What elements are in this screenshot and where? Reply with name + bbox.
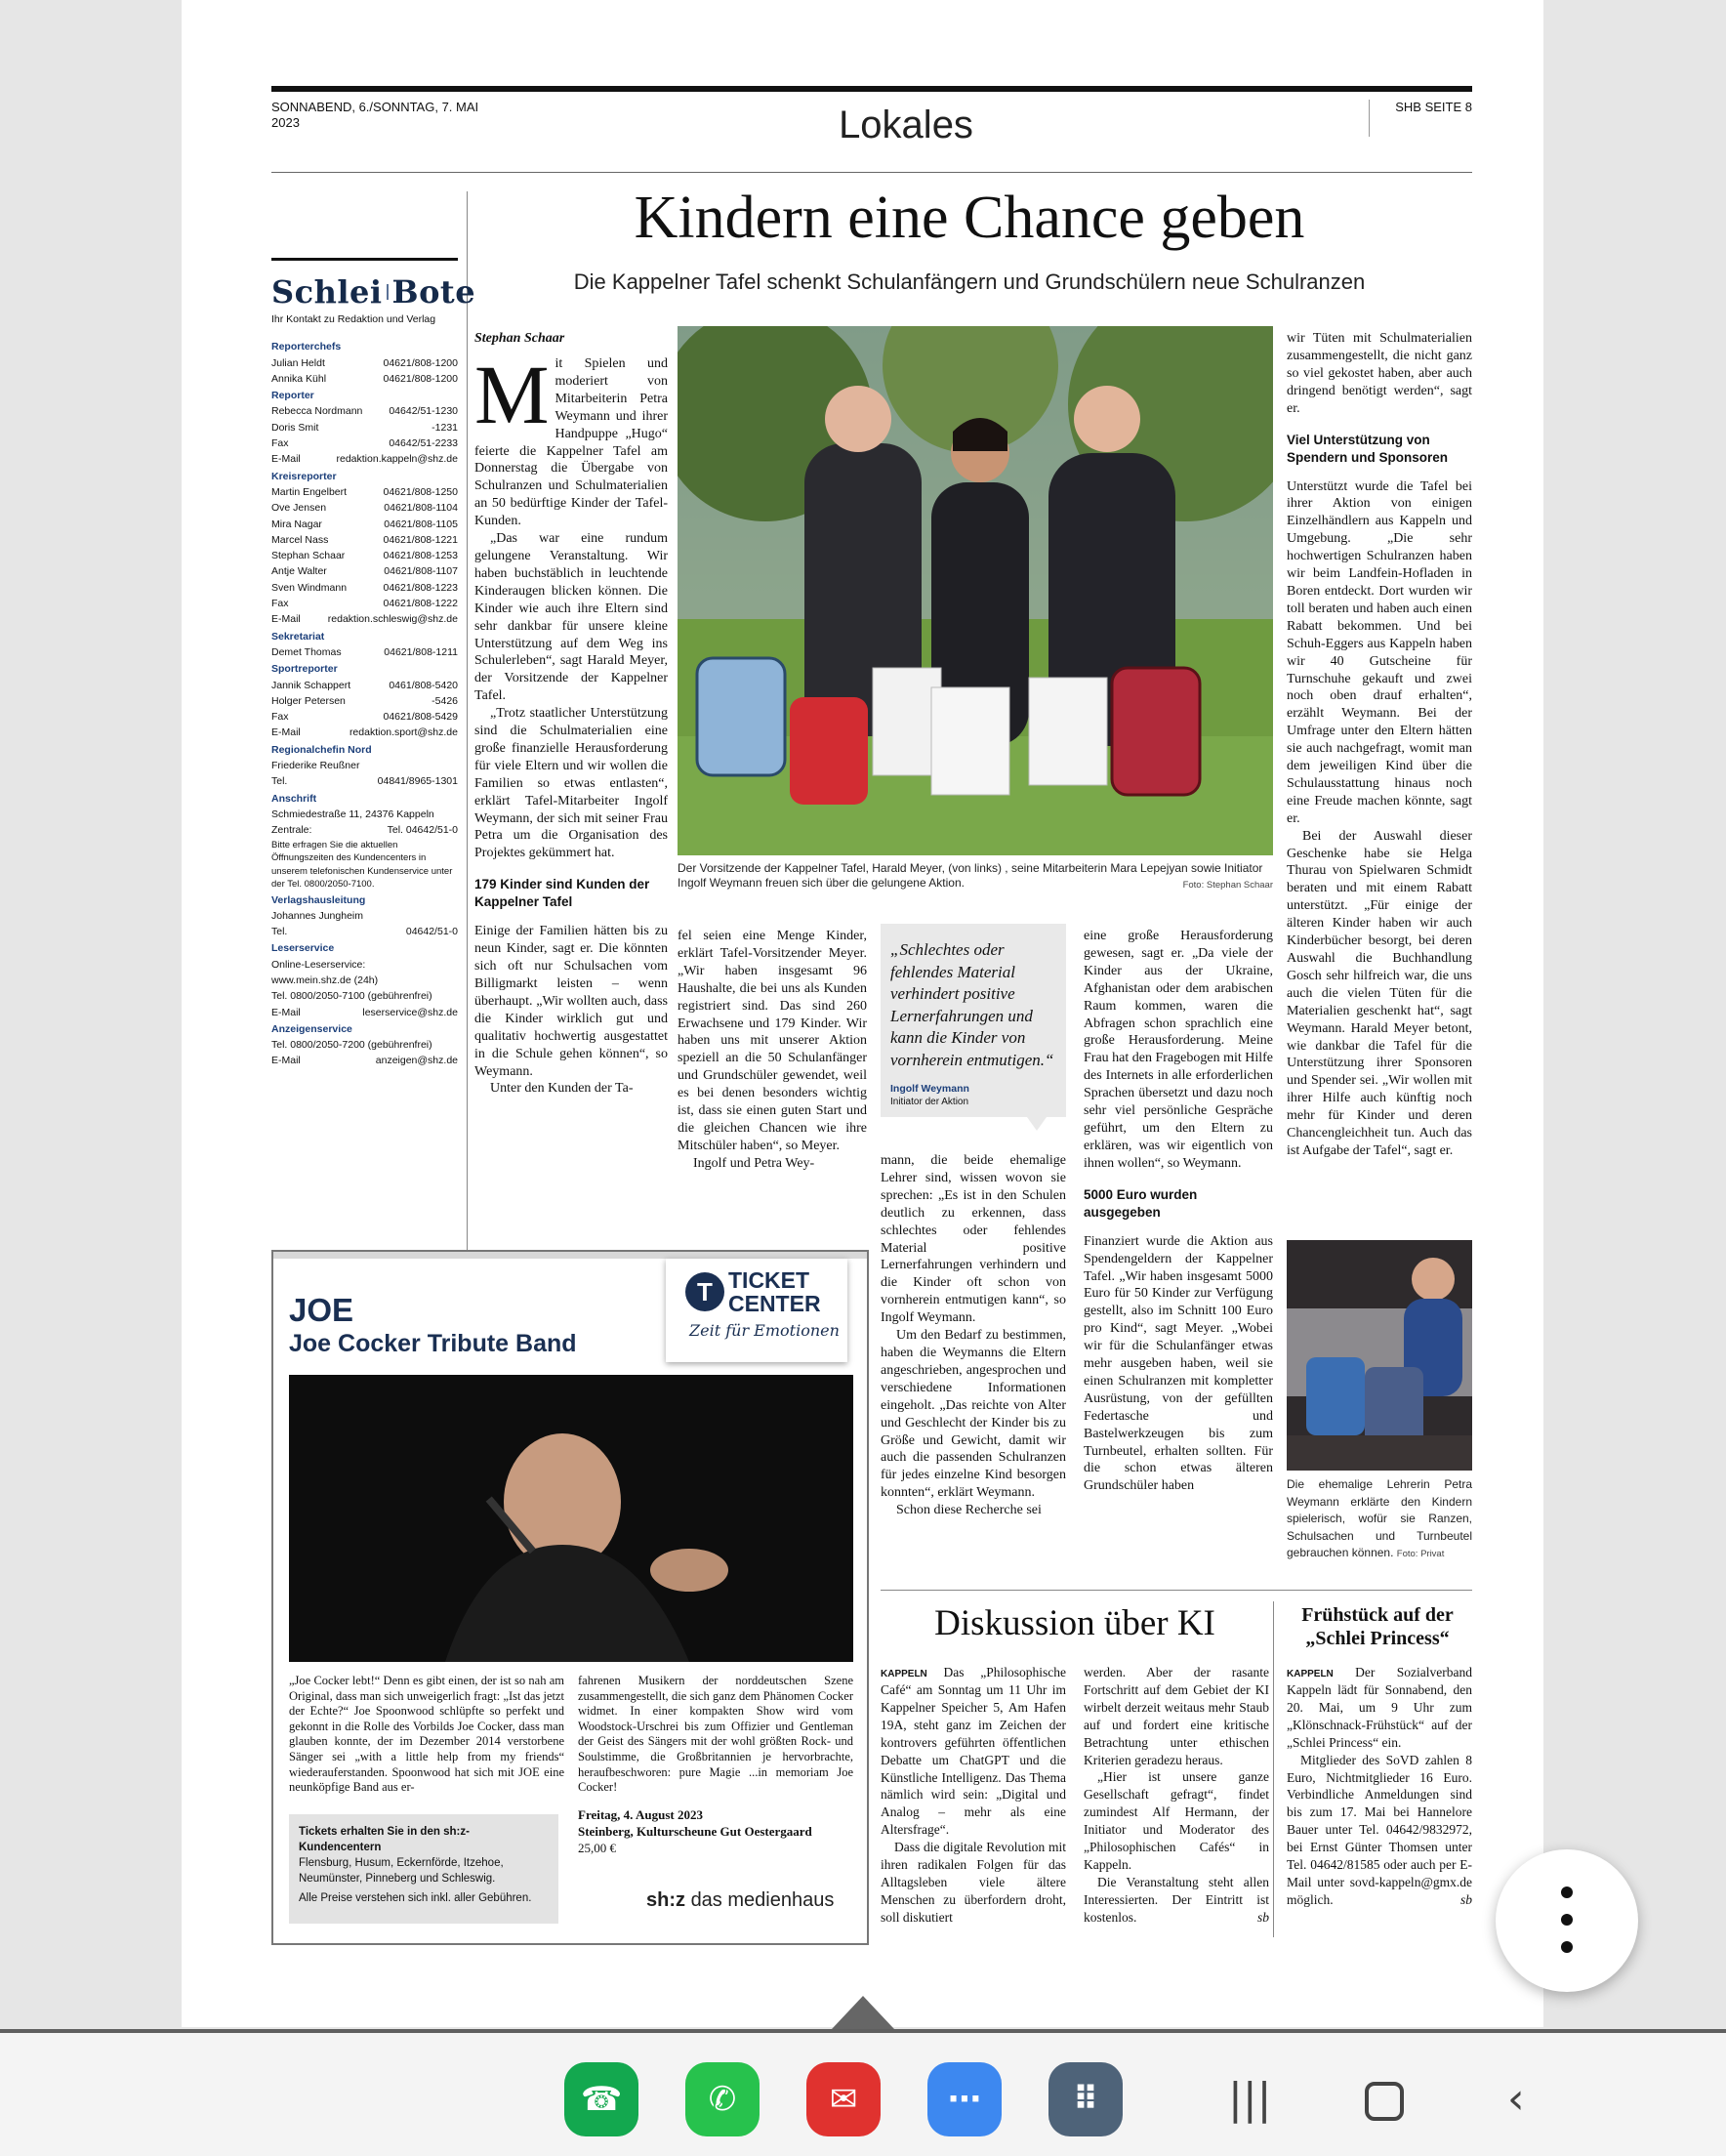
contact-label: Zentrale:	[271, 824, 312, 837]
contact-value: 04841/8965-1301	[377, 775, 458, 788]
contact-row	[271, 451, 458, 467]
article-subhead: Die Kappelner Tafel schenkt Schulanfängern und Grundschülern neue Schulranzen	[573, 270, 1366, 294]
contact-label: Fax	[271, 598, 289, 610]
page-content	[271, 86, 1472, 1961]
contact-label: Martin Engelbert	[271, 485, 348, 498]
article-column-1	[474, 330, 668, 1098]
sidebar-section-title: Kreisreporter	[271, 470, 337, 482]
dot-icon	[1561, 1914, 1573, 1926]
sidebar-section-title: Verlagshausleitung	[271, 893, 366, 906]
whatsapp-app-icon[interactable]: ✆	[685, 2062, 760, 2136]
tc-line2: CENTER	[728, 1291, 821, 1316]
quote-name: Ingolf Weymann	[890, 1083, 969, 1095]
sidebar-divider	[467, 191, 468, 1250]
contact-label: Jannik Schappert	[271, 679, 351, 691]
contact-row	[271, 532, 458, 548]
contact-label: E-Mail	[271, 453, 301, 466]
contact-value: 04621/808-1211	[384, 645, 458, 658]
shz-brand	[646, 1888, 834, 1912]
contact-value: leserservice@shz.de	[362, 1006, 458, 1018]
bottom-divider	[881, 1590, 1472, 1591]
photo-illustration	[289, 1375, 853, 1662]
contact-value: 04621/808-1200	[383, 356, 458, 369]
contact-label: Tel. 0800/2050-7200 (gebührenfrei)	[271, 1039, 432, 1052]
ki-column-2	[1084, 1664, 1269, 1927]
messages-app-icon[interactable]: ⋯	[927, 2062, 1002, 2136]
event-place: Steinberg, Kulturscheune Gut Oestergaard	[578, 1824, 812, 1839]
contact-label: Sven Windmann	[271, 581, 348, 594]
ad-text-right: fahrenen Musikern der norddeutschen Szene zusammengestellt, die sich ganz dem Phänomen Cocker widmet. In einer kompakten Show wird vom Woodstock-Urschrei bis zum Offizier und Gentleman der Geist des Sängers mit der wohl größten Rock- und Soulstimme, die Großbritannien je hervorbrachte, heraufbeschworen: pure Magie ...in memoriam Joe Cocker!	[578, 1674, 853, 1795]
fruehstueck-text: Der Sozialverband Kappeln lädt für Sonnabend, den 20. Mai, um 9 Uhr zum „Klönschnack-Frühstück“ auf der „Schlei Princess“ ein.	[1287, 1665, 1472, 1750]
sidebar-section-title: Sportreporter	[271, 663, 338, 676]
pull-quote	[881, 924, 1066, 1117]
contact-value: 04642/51-1230	[389, 405, 458, 418]
contact-row	[271, 371, 458, 387]
newspaper-page	[182, 0, 1543, 2027]
paragraph: werden. Aber der rasante Fortschritt auf dem Gebiet der KI wirbelt derzeit weitaus mehr Staub auf und fordert eine kritische Betrachtung unter ethischen Kriterien geradezu heraus.	[1084, 1665, 1269, 1767]
contact-row	[271, 693, 458, 709]
ticket-info-box	[289, 1814, 558, 1924]
logo-word-right: Bote	[391, 273, 476, 311]
ad-top-band	[273, 1252, 867, 1259]
contact-label: www.mein.shz.de (24h)	[271, 974, 379, 986]
paragraph: „Trotz staatlicher Unterstützung sind die Schulmaterialien eine große finanzielle Herausforderung für viele Eltern und wir wollen die Familien so etwas entlasten“, erklärt Tafel-Mitarbeiter Ingolf Weymann, der sich mit seiner Frau Petra um die Organisation des Projektes gekümmert hat.	[474, 706, 668, 861]
contact-value: 04621/808-1200	[383, 372, 458, 385]
contact-row	[271, 678, 458, 693]
page-number: SHB SEITE 8	[1369, 100, 1472, 137]
tc-line1: TICKET	[728, 1267, 810, 1293]
contact-row	[271, 725, 458, 740]
contact-label: Friederike Reußner	[271, 760, 360, 772]
ki-column-1	[881, 1664, 1066, 1927]
contact-row	[271, 644, 458, 660]
contact-value: 04621/808-1250	[383, 485, 458, 498]
dot-icon	[1561, 1886, 1573, 1898]
paragraph	[1287, 1752, 1472, 1909]
contact-value: 04621/808-5429	[383, 711, 458, 724]
contact-value: Tel. 04642/51-0	[387, 824, 458, 837]
sidebar-note: Bitte erfragen Sie die aktuellen Öffnungszeiten des Kundencenters in unserem telefonischen Kundenservice unter der Tel. 0800/2050-7100.	[271, 839, 453, 890]
event-date: Freitag, 4. August 2023	[578, 1807, 703, 1822]
more-options-button[interactable]	[1496, 1849, 1638, 1992]
paragraph: Schon diese Recherche sei	[896, 1503, 1042, 1518]
info-places: Flensburg, Husum, Eckernförde, Itzehoe, Neumünster, Pinneberg und Schleswig.	[299, 1857, 504, 1885]
photo-illustration	[678, 326, 1273, 855]
contact-value: -1231	[432, 421, 458, 434]
contact-row	[271, 773, 458, 789]
subheading-euro: 5000 Euro wurden ausgegeben	[1084, 1186, 1198, 1220]
paragraph: Unterstützt wurde die Tafel bei ihrer Aktion von einigen Einzelhändlern aus Kappeln und Umgebung. „Die sehr hochwertigen Schulranzen haben wir beim Landfein-Hofladen in Boren entdeckt. Dort wurden wir toll beraten und haben auch einen Rabatt bekommen. Und bei Schuh-Eggers aus Kappeln haben wir 40 Gutscheine für Turnschuhe gekauft und zwei noch oben drauf erhalten“, erzählt Weymann. Bei der Umfrage unter den Eltern hätten sie auch nachgefragt, womit man dem jeweiligen Kind über die Schulausstattung hinaus noch eine Freude machen könnte, sagt er.	[1287, 478, 1472, 826]
ad-text-left: „Joe Cocker lebt!“ Denn es gibt einen, der ist so nah am Original, dass man sich unweigerlich fragt: „Ist das jetzt der Echte?“ Joe Spoonwood schlüpfte so perfekt und gekonnt in die Rolle des Vorbilds Joe Cocker, dass man glauben konnte, der im Dezember 2014 verstorbene Sänger sei „with a little help from my friends“ wiederauferstanden. Spoonwood hat sich mit JOE eine neunköpfige Band aus er-	[289, 1674, 564, 1795]
contact-row	[271, 908, 458, 924]
contact-value: 04621/808-1107	[384, 565, 458, 578]
paragraph: mann, die beide ehemalige Lehrer sind, wissen wovon sie sprechen: „Es ist in den Schulen deutlich zu erkennen, dass schlechtes oder fehlendes Material positive Lernerfahrungen verhindern und die Kinder oft schon von vornherein entmutigen kann“, so Ingolf Weymann.	[881, 1153, 1066, 1326]
contact-row	[271, 973, 458, 988]
home-icon	[1365, 2082, 1404, 2121]
contact-value: 04642/51-2233	[389, 437, 458, 450]
ticket-center-text	[728, 1268, 821, 1315]
contact-row	[271, 420, 458, 435]
contact-row	[271, 580, 458, 596]
contact-value: 04621/808-1104	[384, 502, 458, 515]
contact-value: 04621/808-1105	[384, 518, 458, 530]
paragraph: Um den Bedarf zu bestimmen, haben die Weymanns die Eltern angeschrieben, angesprochen und verschiedene Informationen eingeholt. „Das reichte von Alter und Geschlecht der Kinder bis zu Größe und Gewicht, damit wir auch die passenden Schulranzen für jedes einzelne Kind besorgen konnten“, erklärt Weymann.	[881, 1328, 1066, 1501]
contact-label: Julian Heldt	[271, 356, 325, 369]
article-column-5	[1287, 330, 1472, 1160]
contact-row	[271, 484, 458, 500]
paragraph: it Spielen und moderiert von Mitarbeiterin Petra Weymann und ihrer Handpuppe „Hugo“ feierte die Kappelner Tafel am Donnerstag die Übergabe von Schulranzen und Schulmaterialien an 50 bedürftige Kinder der Tafel-Kunden.	[474, 356, 668, 529]
ticket-icon: T	[685, 1272, 724, 1311]
fruehstueck-text-2: Mitglieder des SoVD zahlen 8 Euro, Nichtmitglieder 16 Euro. Verbindliche Anmeldungen sind bis zum 17. Mai bei Hannelore Bauer unter Tel. 04642/9832972, bei Ernst Günter Thomsen unter Tel. 04642/81585 oder auch per E-Mail unter sovd-kappeln@gmx.de möglich.	[1287, 1752, 1472, 1907]
contact-label: Fax	[271, 437, 289, 450]
quote-text: „Schlechtes oder fehlendes Material verhindert positive Lernerfahrungen und kann die Kinder von vornherein entmutigen.“	[890, 940, 1054, 1069]
schlei-bote-logo	[271, 273, 476, 311]
contact-value: 04621/808-1253	[383, 550, 458, 562]
contact-row	[271, 758, 458, 773]
contact-label: Schmiedestraße 11, 24376 Kappeln	[271, 808, 434, 820]
caption-text: Die ehemalige Lehrerin Petra Weymann erklärte den Kindern spielerisch, wofür sie Ranzen, Schulsachen und Turnbeutel gebrauchen können.	[1287, 1477, 1472, 1559]
contact-value: 04621/808-1223	[383, 581, 458, 594]
photo-credit: Foto: Privat	[1396, 1549, 1445, 1559]
issue-date: SONNABEND, 6./SONNTAG, 7. MAI 2023	[271, 100, 479, 130]
contact-value: 04621/808-1222	[383, 598, 458, 610]
taskbar-handle[interactable]	[832, 1996, 894, 2029]
contact-label: E-Mail	[271, 613, 301, 626]
contact-value: anzeigen@shz.de	[375, 1055, 458, 1067]
article-column-3	[881, 1152, 1066, 1519]
concert-advertisement[interactable]	[271, 1250, 869, 1945]
paragraph	[1084, 1874, 1269, 1927]
ad-subtitle: Joe Cocker Tribute Band	[289, 1330, 577, 1357]
paragraph: „Das war eine rundum gelungene Veranstaltung. Wir haben buchstäblich in leuchtende Kinderaugen blicken können. Die Kinder wie auch ihre Eltern sind sehr dankbar für unsere kleine Unterstützung auf dem Weg ins Schulerleben“, sagt Harald Meyer, der Vorsitzende der Kappelner Tafel.	[474, 531, 668, 704]
sidebar-section-title: Anzeigenservice	[271, 1022, 352, 1035]
contact-label: Antje Walter	[271, 565, 327, 578]
paragraph	[1287, 1664, 1472, 1752]
contact-label: Online-Leserservice:	[271, 958, 366, 971]
logo-word-left: Schlei	[271, 273, 383, 311]
contact-row	[271, 822, 458, 838]
contact-label: Demet Thomas	[271, 645, 342, 658]
shz-logo: sh:z	[646, 1889, 685, 1911]
paragraph: Bei der Auswahl dieser Geschenke habe sie Helga Thurau von Spielwaren Schmidt beraten und mit einem Rabatt unterstützt. „Für einige der älteren Kinder haben wir auch Kinderbücher besorgt, bei deren Auswahl die Buchhandlung Gosch sehr hilfreich war, die uns auch die vielen Tüten für die Materialien geschenkt hat“, sagt Weymann. Harald Meyer betont, wie dankbar die Tafel für die Unterstützung ihrer Sponsoren und Spender sei. „Wir wollen mit ihrer Hilfe auch künftig noch mehr für Kinder und deren Chancengleichheit tun. Auch das ist Aufgabe der Tafel“, sagt er.	[1287, 828, 1472, 1158]
contact-value: 04642/51-0	[405, 926, 458, 938]
paragraph: Unter den Kunden der Ta-	[490, 1081, 634, 1097]
android-taskbar	[0, 2029, 1726, 2156]
photo-illustration	[1287, 1240, 1472, 1471]
photo-caption	[678, 861, 1273, 892]
paragraph: fel seien eine Menge Kinder, erklärt Tafel-Vorsitzender Meyer. „Wir haben insgesamt 96 Haushalte, die bei uns als Kunden registriert sind. Das sind 260 Erwachsene und 179 Kinder. Wir haben uns mit unserer Aktion speziell an die 50 Schulanfänger und Grundschüler gewendet, weil es bei denen besonders wichtig ist, dass sie einen guten Start und die gleichen Chancen wie ihre Mitschüler haben“, so Meyer.	[678, 929, 867, 1153]
paragraph: Einige der Familien hätten bis zu neun Kinder, sagt er. Die könnten sich oft nur Schulsachen vom Billigmarkt leisten – wenn überhaupt. „Wir wollten auch, dass die Kinder wirklich gut und qualitativ hochwertig ausgestattet in die Schule gehen können“, so Weymann.	[474, 924, 668, 1079]
info-note: Alle Preise verstehen sich inkl. aller Gebühren.	[299, 1892, 532, 1904]
paragraph: Ingolf und Petra Wey-	[693, 1155, 815, 1171]
photo-credit: Foto: Stephan Schaar	[1182, 880, 1273, 891]
contact-label: Mira Nagar	[271, 518, 322, 530]
tc-slogan: Zeit für Emotionen	[689, 1321, 840, 1340]
author-initials: sb	[1459, 1891, 1472, 1907]
contact-row	[271, 1037, 458, 1053]
home-button[interactable]	[1365, 2082, 1404, 2121]
ticket-center-logo	[666, 1259, 847, 1362]
contact-row	[271, 435, 458, 451]
sidebar-section-title: Leserservice	[271, 942, 335, 955]
article-headline: Kindern eine Chance geben	[634, 185, 1305, 251]
contact-label: Marcel Nass	[271, 533, 329, 546]
contact-value: redaktion.schleswig@shz.de	[327, 613, 458, 626]
shz-claim: das medienhaus	[690, 1889, 835, 1911]
ki-text-1: Das „Philosophische Café“ am Sonntag um 11 Uhr im Kappelner Speicher 5, Am Hafen 19A, steht ganz im Zeichen der kontrovers geführten öffentlichen Debatte um ChatGPT und die Künstliche Intelligenz. Das Thema nämlich wird sein: „Digital und Analog – mehr als eine Altersfrage“.	[881, 1665, 1066, 1838]
contact-label: Tel.	[271, 926, 288, 938]
back-button[interactable]: ‹	[1507, 2074, 1525, 2124]
contact-row	[271, 924, 458, 939]
dot-icon	[1561, 1941, 1573, 1953]
contact-label: Holger Petersen	[271, 694, 346, 707]
contact-label: Rebecca Nordmann	[271, 405, 363, 418]
contact-row	[271, 548, 458, 563]
quote-pointer	[1027, 1117, 1047, 1131]
paragraph: Dass die digitale Revolution mit ihren radikalen Folgen für das Alltagsleben viele ältere Menschen zu überfordern droht, soll diskutiert	[881, 1840, 1066, 1925]
contact-label: E-Mail	[271, 726, 301, 739]
contact-label: Annika Kühl	[271, 372, 327, 385]
article-column-2	[678, 928, 867, 1173]
ki-text-3: Die Veranstaltung steht allen Interessierten. Der Eintritt ist kostenlos.	[1084, 1874, 1269, 1925]
sidebar-rule	[271, 258, 458, 261]
phone-app-icon[interactable]: ☎	[564, 2062, 638, 2136]
contact-label: Tel. 0800/2050-7100 (gebührenfrei)	[271, 990, 432, 1003]
contact-row	[271, 1005, 458, 1020]
contact-label: E-Mail	[271, 1006, 301, 1018]
contact-label: Johannes Jungheim	[271, 909, 363, 922]
apps-app-icon[interactable]: ⠿	[1048, 2062, 1123, 2136]
event-details	[578, 1806, 851, 1856]
paragraph: „Hier ist unsere ganze Gesellschaft gefragt“, findet zumindest Alf Hermann, der Initiator und Moderator des „Philosophischen Cafés“ in Kappeln.	[1084, 1769, 1269, 1872]
recent-apps-button[interactable]: |||	[1228, 2074, 1272, 2124]
tafel-team-photo	[678, 326, 1273, 855]
sidebar-section-title: Sekretariat	[271, 630, 325, 643]
contact-label: Fax	[271, 711, 289, 724]
contact-row	[271, 517, 458, 532]
contact-label: Stephan Schaar	[271, 550, 346, 562]
quote-role: Initiator der Aktion	[890, 1097, 969, 1107]
contact-row	[271, 957, 458, 973]
paragraph	[881, 1664, 1066, 1839]
contact-row	[271, 355, 458, 371]
contact-value: redaktion.sport@shz.de	[349, 726, 458, 739]
contact-row	[271, 500, 458, 516]
subheading-kinder: 179 Kinder sind Kunden der Kappelner Tafel	[474, 877, 650, 910]
contact-value: 04621/808-1221	[383, 533, 458, 546]
contact-row	[271, 1053, 458, 1068]
contact-label: E-Mail	[271, 1055, 301, 1067]
contact-label: Ove Jensen	[271, 502, 327, 515]
contact-value: redaktion.kappeln@shz.de	[336, 453, 458, 466]
caption-text: Der Vorsitzende der Kappelner Tafel, Harald Meyer, (von links) , seine Mitarbeiterin Mara Lepejyan sowie Initiator Ingolf Weymann freuen sich über die gelungene Aktion.	[678, 861, 1263, 890]
dateline: KAPPELN	[1287, 1669, 1334, 1679]
info-title: Tickets erhalten Sie in den sh:z-Kundencentern	[299, 1826, 470, 1853]
contact-row	[271, 611, 458, 627]
sidebar-section-title: Regionalchefin Nord	[271, 743, 372, 756]
singer-photo	[289, 1375, 853, 1662]
article-author: Stephan Schaar	[474, 331, 565, 346]
paragraph: wir Tüten mit Schulmaterialien zusammengestellt, die nicht ganz so viel gekostet haben, aber auch dringend benötigt werden“, sagt er.	[1287, 331, 1472, 416]
author-initials: sb	[1256, 1909, 1269, 1925]
lehrerin-photo	[1287, 1240, 1472, 1471]
contact-value: -5426	[432, 694, 458, 707]
fruehstueck-column	[1287, 1664, 1472, 1909]
contact-row	[271, 988, 458, 1004]
contact-row	[271, 709, 458, 725]
contact-row	[271, 596, 458, 611]
top-rule	[271, 86, 1472, 92]
paragraph: eine große Herausforderung gewesen, sagt er. „Da viele der Kinder aus der Ukraine, Afghanistan oder dem arabischen Raum kommen, waren die Abfragen schon sprachlich eine große Herausforderung. Meine Frau hat den Fragebogen mit Hilfe des Internets in alle erforderlichen Sprachen übersetzt und dazu noch sehr viel persönliche Gespräche geführt, um den Eltern zu erklären, was wir eigentlich von ihnen wollen“, so Weymann.	[1084, 929, 1274, 1171]
dateline: KAPPELN	[881, 1669, 927, 1679]
drop-cap: M	[474, 348, 550, 441]
email-app-icon[interactable]: ✉	[806, 2062, 881, 2136]
article-column-4	[1084, 928, 1273, 1495]
contact-row	[271, 807, 458, 822]
sidebar-tagline: Ihr Kontakt zu Redaktion und Verlag	[271, 313, 436, 325]
sidebar-section-title: Reporter	[271, 390, 314, 402]
photo2-caption	[1287, 1476, 1472, 1563]
section-title: Lokales	[839, 104, 973, 146]
contact-row	[271, 563, 458, 579]
paragraph: Finanziert wurde die Aktion aus Spendengeldern der Kappelner Tafel. „Wir haben insgesamt 5000 Euro für 50 Kinder zur Verfügung gestellt, also im Schnitt 100 Euro pro Kind“, sagt Meyer. „Wobei wir für die Schulanfänger etwas mehr ausgeben haben, weil sie einen Schulranzen mit kompletter Ausrüstung, von der gefüllten Federtasche und Bastelwerkzeugen bis zum Turnbeutel, erhalten sollten. Für die schon etwas älteren Grundschüler haben	[1084, 1233, 1273, 1494]
sidebar-sections	[271, 339, 458, 1068]
ad-title: JOE	[289, 1292, 354, 1328]
subheading-sponsoren: Viel Unterstützung von Spendern und Sponsoren	[1287, 432, 1449, 465]
sidebar-section-title: Reporterchefs	[271, 341, 342, 353]
contact-value: 0461/808-5420	[389, 679, 458, 691]
header-rule	[271, 172, 1472, 173]
contact-label: Tel.	[271, 775, 288, 788]
event-price: 25,00 €	[578, 1841, 616, 1855]
logo-crest-icon	[387, 284, 389, 300]
bottom-column-divider	[1273, 1601, 1274, 1937]
ki-headline: Diskussion über KI	[934, 1603, 1215, 1643]
contact-sidebar	[271, 258, 476, 1069]
fruehstueck-headline: Frühstück auf der „Schlei Princess“	[1301, 1604, 1454, 1649]
sidebar-section-title: Anschrift	[271, 792, 317, 805]
contact-row	[271, 403, 458, 419]
contact-label: Doris Smit	[271, 421, 319, 434]
